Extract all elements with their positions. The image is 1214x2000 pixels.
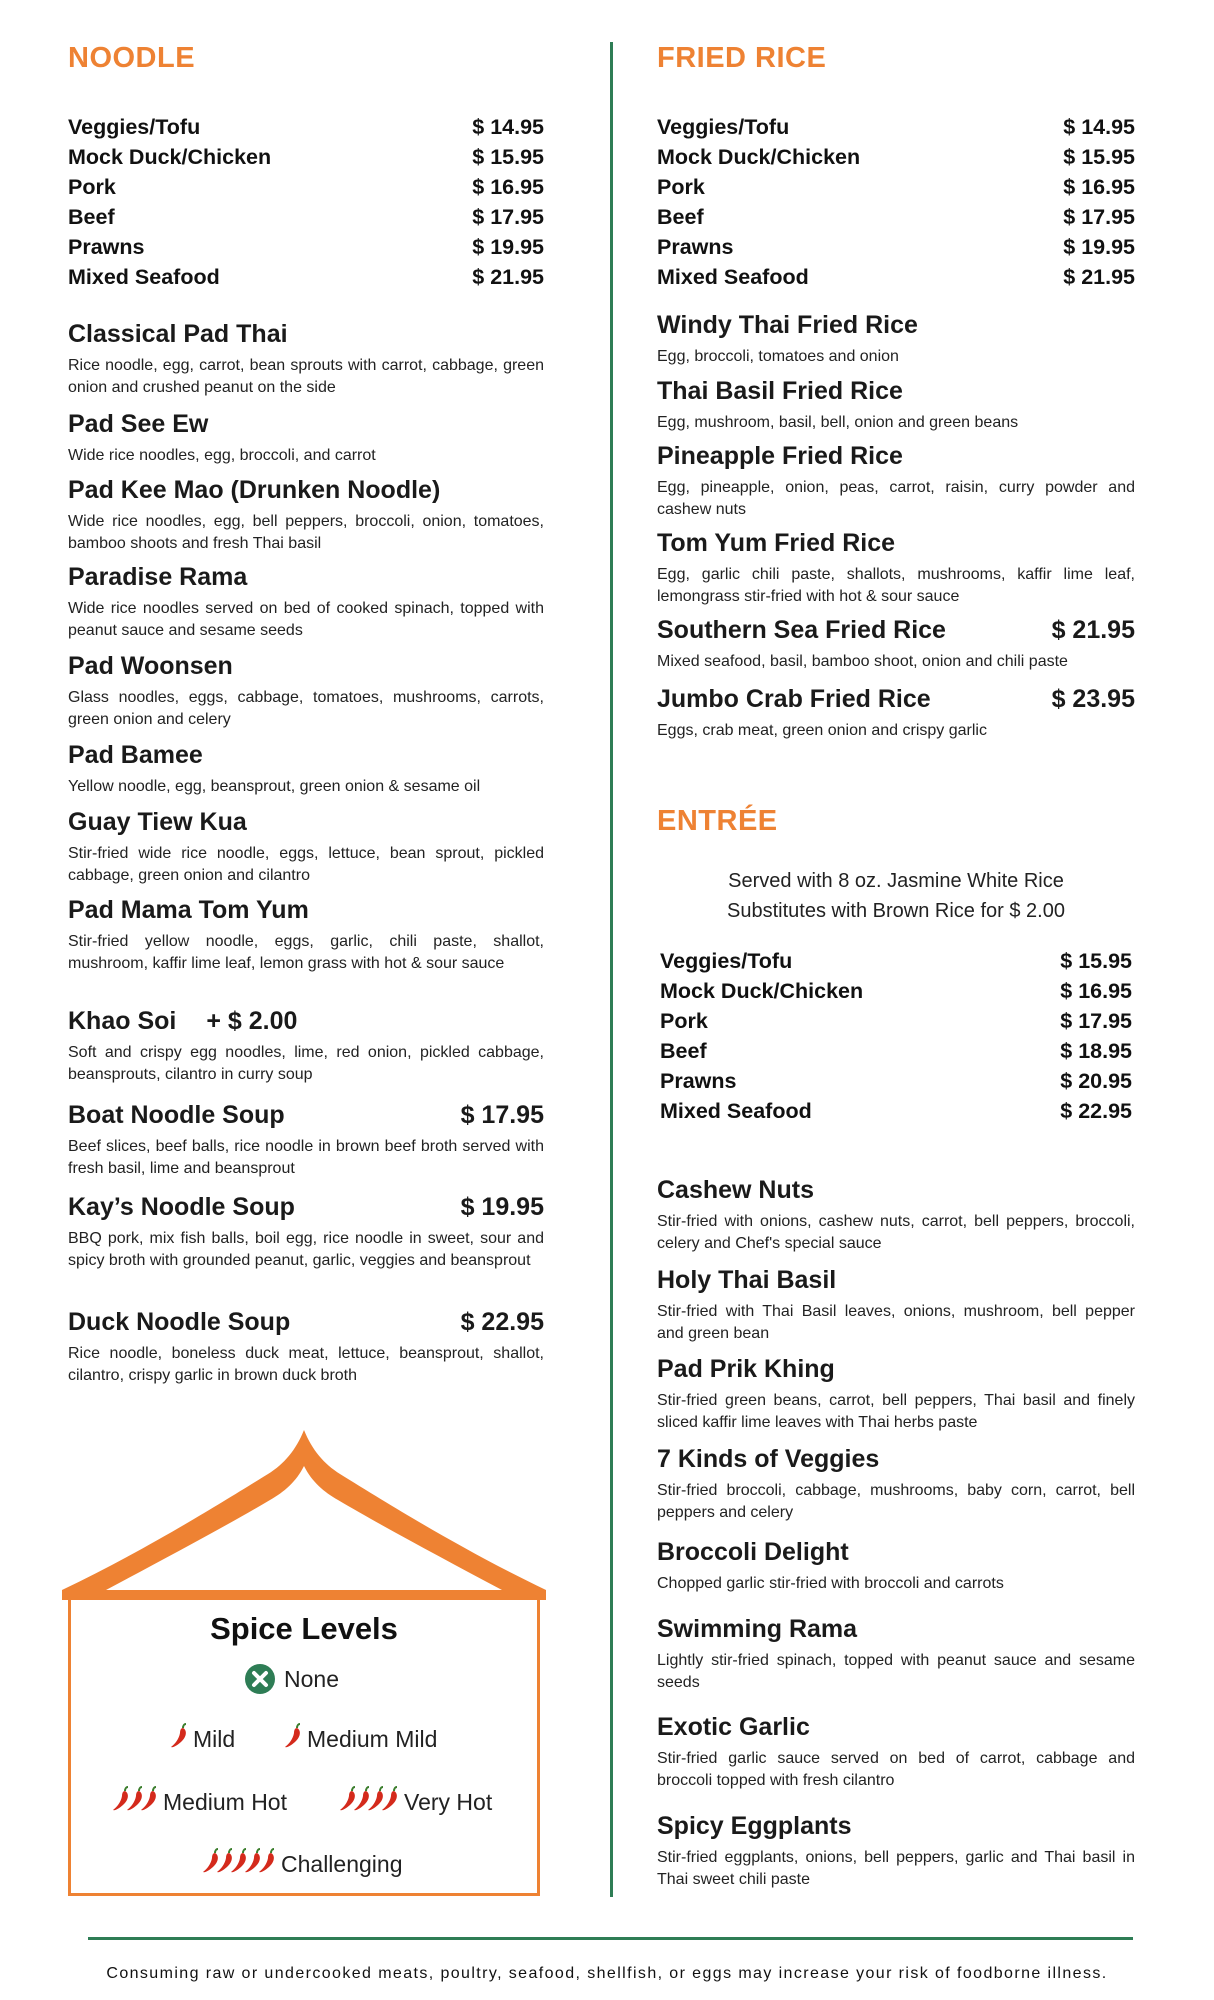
item-desc: Stir-fried with onions, cashew nuts, carrot, bell peppers, broccoli, celery and Chef's special sauce (657, 1213, 1135, 1252)
price-row (657, 112, 1135, 142)
item-name: 7 Kinds of Veggies (657, 1445, 880, 1473)
chili-icon-group (111, 1786, 153, 1818)
price-row (68, 262, 544, 292)
price-row (657, 142, 1135, 172)
price-row-name: Veggies/Tofu (660, 949, 793, 973)
price-row-price: $ 19.95 (1063, 235, 1135, 259)
price-row (68, 112, 544, 142)
menu-item (657, 1266, 1135, 1345)
menu-item (657, 1538, 1135, 1595)
item-name: Classical Pad Thai (68, 320, 288, 348)
item-desc: Stir-fried eggplants, onions, bell peppers, garlic and Thai basil in Thai sweet chili paste (657, 1849, 1135, 1888)
item-name: Pad Bamee (68, 741, 203, 769)
item-name: Kay’s Noodle Soup (68, 1193, 295, 1221)
item-name: Spicy Eggplants (657, 1812, 852, 1840)
chili-icon (283, 1723, 303, 1749)
price-row (660, 946, 1132, 976)
item-desc: Rice noodle, boneless duck meat, lettuce, beansprout, shallot, cilantro, crispy garlic in brown duck broth (68, 1345, 544, 1384)
item-name: Khao Soi (68, 1007, 177, 1035)
item-desc: Wide rice noodles, egg, broccoli, and carrot (68, 447, 376, 464)
price-row-price: $ 21.95 (1063, 265, 1135, 289)
entree-note-rice: Served with 8 oz. Jasmine White Rice (728, 870, 1064, 892)
noodle-price-table (68, 112, 544, 292)
price-row-price: $ 16.95 (472, 175, 544, 199)
price-row (660, 976, 1132, 1006)
item-name: Southern Sea Fried Rice (657, 616, 946, 644)
item-name: Pad Kee Mao (Drunken Noodle) (68, 476, 441, 504)
menu-item (68, 1101, 544, 1180)
chili-icon (139, 1786, 159, 1812)
spice-title: Spice Levels (210, 1611, 398, 1646)
price-row-name: Mixed Seafood (68, 265, 220, 289)
price-row-name: Mock Duck/Chicken (657, 145, 861, 169)
item-price: $ 17.95 (460, 1101, 544, 1129)
menu-item (68, 1193, 544, 1272)
item-price: $ 21.95 (1051, 616, 1135, 644)
price-row-price: $ 14.95 (472, 115, 544, 139)
item-name: Tom Yum Fried Rice (657, 529, 896, 557)
menu-item (68, 741, 544, 798)
spice-levels-box (68, 1590, 540, 1896)
menu-item (68, 320, 544, 399)
item-name: Holy Thai Basil (657, 1266, 837, 1294)
spice-label: Very Hot (404, 1788, 493, 1815)
price-row-name: Mock Duck/Chicken (660, 979, 864, 1003)
item-name: Pad Prik Khing (657, 1355, 835, 1383)
price-row-name: Mock Duck/Chicken (68, 145, 272, 169)
item-name: Thai Basil Fried Rice (657, 377, 903, 405)
price-row-price: $ 16.95 (1063, 175, 1135, 199)
menu-item (657, 1355, 1135, 1434)
item-name: Pad Mama Tom Yum (68, 896, 309, 924)
menu-item (68, 808, 544, 887)
menu-item (657, 1615, 1135, 1694)
price-row-price: $ 21.95 (472, 265, 544, 289)
spice-level-medium-hot (111, 1786, 287, 1818)
item-desc: Beef slices, beef balls, rice noodle in brown beef broth served with fresh basil, lime and beansprout (68, 1138, 544, 1177)
price-row-price: $ 17.95 (1060, 1009, 1132, 1033)
footer-divider (88, 1937, 1133, 1940)
entree-price-table (660, 946, 1132, 1126)
price-row (660, 1096, 1132, 1126)
spice-level-none (244, 1663, 339, 1695)
spice-label: Medium Mild (307, 1725, 438, 1752)
price-row-price: $ 19.95 (472, 235, 544, 259)
price-row-price: $ 18.95 (1060, 1039, 1132, 1063)
price-row-name: Beef (68, 205, 115, 229)
price-row (657, 172, 1135, 202)
price-row-name: Prawns (660, 1069, 737, 1093)
spice-level-very-hot (338, 1786, 492, 1818)
entree-title: ENTRÉE (657, 805, 778, 837)
price-row (68, 172, 544, 202)
spice-level-mild (169, 1723, 235, 1755)
price-row (657, 262, 1135, 292)
menu-item (657, 1812, 1135, 1891)
menu-item (657, 377, 1135, 434)
item-desc: Stir-fried wide rice noodle, eggs, lettuce, bean sprout, pickled cabbage, green onion and cilantro (68, 845, 544, 884)
price-row-price: $ 14.95 (1063, 115, 1135, 139)
item-name: Broccoli Delight (657, 1538, 849, 1566)
spice-level-challenging (201, 1848, 402, 1880)
menu-item (68, 563, 544, 642)
price-row-price: $ 15.95 (1060, 949, 1132, 973)
price-row-name: Pork (68, 175, 116, 199)
item-desc: Stir-fried garlic sauce served on bed of carrot, cabbage and broccoli topped with fresh cilantro (657, 1750, 1135, 1789)
column-divider (610, 42, 613, 1897)
item-name: Exotic Garlic (657, 1713, 810, 1741)
menu-item (68, 1007, 544, 1086)
price-row-price: $ 16.95 (1060, 979, 1132, 1003)
item-name: Pad Woonsen (68, 652, 233, 680)
price-row-price: $ 15.95 (1063, 145, 1135, 169)
spice-label: Medium Hot (163, 1788, 287, 1815)
menu-item (68, 1308, 544, 1387)
chili-icon-group (338, 1786, 394, 1818)
price-row (68, 202, 544, 232)
item-desc: Stir-fried broccoli, cabbage, mushrooms, baby corn, carrot, bell peppers and celery (657, 1482, 1135, 1521)
item-desc: Egg, pineapple, onion, peas, carrot, raisin, curry powder and cashew nuts (657, 479, 1135, 518)
item-desc: BBQ pork, mix fish balls, boil egg, rice noodle in sweet, sour and spicy broth with grounded peanut, garlic, veggies and beansprout (68, 1230, 544, 1269)
item-name: Swimming Rama (657, 1615, 858, 1643)
item-desc: Wide rice noodles, egg, bell peppers, broccoli, onion, tomatoes, bamboo shoots and fresh Thai basil (68, 513, 544, 552)
item-price: $ 23.95 (1051, 685, 1135, 713)
item-desc: Stir-fried yellow noodle, eggs, garlic, chili paste, shallot, mushroom, kaffir lime leaf, lemon grass with hot & sour sauce (68, 933, 544, 972)
price-row-name: Mixed Seafood (657, 265, 809, 289)
price-row-name: Veggies/Tofu (657, 115, 790, 139)
menu-item (657, 1445, 1135, 1524)
chili-icon (169, 1723, 189, 1749)
price-row-price: $ 22.95 (1060, 1099, 1132, 1123)
fried-rice-price-table (657, 112, 1135, 292)
item-desc: Yellow noodle, egg, beansprout, green onion & sesame oil (68, 778, 481, 795)
item-desc: Glass noodles, eggs, cabbage, tomatoes, mushrooms, carrots, green onion and celery (68, 689, 544, 728)
item-addon: + $ 2.00 (206, 1007, 298, 1035)
price-row-name: Pork (660, 1009, 708, 1033)
item-name: Boat Noodle Soup (68, 1101, 285, 1129)
chili-icon-group (169, 1723, 183, 1755)
item-name: Pad See Ew (68, 410, 209, 438)
foodborne-illness-notice: Consuming raw or undercooked meats, poultry, seafood, shellfish, or eggs may increase your risk of foodborne illness. (106, 1965, 1108, 1982)
menu-item (657, 685, 1135, 742)
chili-icon (380, 1786, 400, 1812)
menu-item (657, 616, 1135, 673)
item-price: $ 22.95 (460, 1308, 544, 1336)
item-name: Cashew Nuts (657, 1176, 814, 1204)
item-desc: Stir-fried green beans, carrot, bell peppers, Thai basil and finely sliced kaffir lime leaves with Thai herbs paste (657, 1392, 1135, 1431)
item-name: Duck Noodle Soup (68, 1308, 291, 1336)
price-row-name: Prawns (657, 235, 734, 259)
pagoda-roof-icon (62, 1430, 546, 1600)
price-row-name: Beef (660, 1039, 707, 1063)
price-row (68, 142, 544, 172)
item-name: Windy Thai Fried Rice (657, 311, 918, 339)
item-desc: Rice noodle, egg, carrot, bean sprouts with carrot, cabbage, green onion and crushed peanut on the side (68, 357, 544, 396)
price-row-name: Mixed Seafood (660, 1099, 812, 1123)
fried-rice-title: FRIED RICE (657, 42, 827, 74)
price-row-name: Beef (657, 205, 704, 229)
item-desc: Mixed seafood, basil, bamboo shoot, onion and chili paste (657, 653, 1068, 670)
menu-item (657, 442, 1135, 521)
item-desc: Stir-fried with Thai Basil leaves, onions, mushroom, bell pepper and green bean (657, 1303, 1135, 1342)
spice-label: None (284, 1665, 339, 1692)
item-price: $ 19.95 (460, 1193, 544, 1221)
price-row-price: $ 20.95 (1060, 1069, 1132, 1093)
chili-icon-group (283, 1723, 297, 1755)
item-desc: Eggs, crab meat, green onion and crispy garlic (657, 722, 987, 739)
entree-note-brown-rice: Substitutes with Brown Rice for $ 2.00 (727, 900, 1065, 922)
item-desc: Egg, garlic chili paste, shallots, mushrooms, kaffir lime leaf, lemongrass stir-fried with hot & sour sauce (657, 566, 1135, 605)
price-row (657, 232, 1135, 262)
noodle-title: NOODLE (68, 42, 196, 74)
price-row (68, 232, 544, 262)
item-desc: Wide rice noodles served on bed of cooked spinach, topped with peanut sauce and sesame seeds (68, 600, 544, 639)
item-name: Guay Tiew Kua (68, 808, 247, 836)
item-desc: Egg, mushroom, basil, bell, onion and green beans (657, 414, 1019, 431)
price-row-price: $ 17.95 (472, 205, 544, 229)
item-desc: Chopped garlic stir-fried with broccoli and carrots (657, 1575, 1004, 1592)
price-row (660, 1066, 1132, 1096)
item-desc: Soft and crispy egg noodles, lime, red onion, pickled cabbage, beansprouts, cilantro in curry soup (68, 1044, 544, 1083)
x-circle-icon (244, 1663, 276, 1695)
price-row-name: Veggies/Tofu (68, 115, 201, 139)
price-row-price: $ 17.95 (1063, 205, 1135, 229)
item-name: Jumbo Crab Fried Rice (657, 685, 931, 713)
item-name: Pineapple Fried Rice (657, 442, 903, 470)
price-row-name: Pork (657, 175, 705, 199)
price-row (657, 202, 1135, 232)
item-desc: Egg, broccoli, tomatoes and onion (657, 348, 899, 365)
spice-label: Mild (193, 1725, 236, 1752)
menu-item (657, 311, 1135, 368)
menu-item (68, 896, 544, 975)
price-row (660, 1036, 1132, 1066)
menu-item (657, 529, 1135, 608)
menu-item (68, 410, 544, 467)
chili-icon (257, 1848, 277, 1874)
price-row (660, 1006, 1132, 1036)
chili-icon-group (201, 1848, 271, 1880)
item-name: Paradise Rama (68, 563, 248, 591)
menu-item (657, 1713, 1135, 1792)
menu-item (68, 652, 544, 731)
menu-item (657, 1176, 1135, 1255)
spice-label: Challenging (281, 1850, 403, 1877)
spice-level-medium-mild (283, 1723, 437, 1755)
price-row-name: Prawns (68, 235, 145, 259)
menu-item (68, 476, 544, 555)
item-desc: Lightly stir-fried spinach, topped with peanut sauce and sesame seeds (657, 1652, 1135, 1691)
price-row-price: $ 15.95 (472, 145, 544, 169)
